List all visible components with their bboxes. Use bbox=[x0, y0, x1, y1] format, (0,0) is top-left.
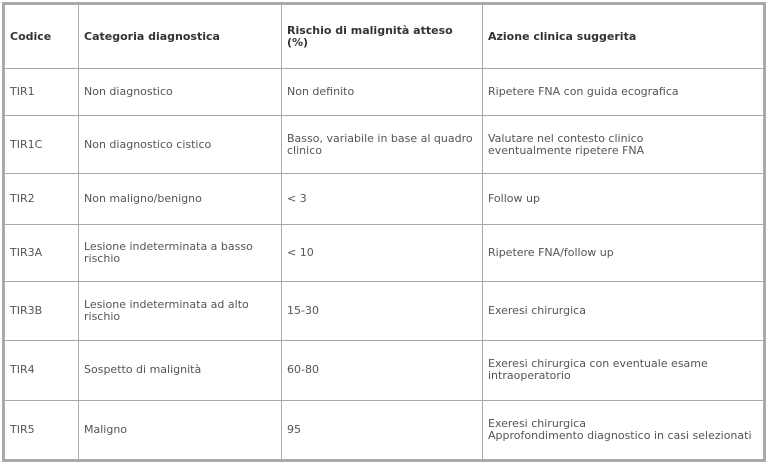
cell-code: TIR4 bbox=[5, 340, 79, 400]
cell-action bbox=[483, 225, 764, 281]
cell-code: TIR3A bbox=[5, 225, 79, 281]
action-line: Ripetere FNA/follow up bbox=[488, 245, 614, 259]
cell-action bbox=[483, 340, 764, 400]
table-row bbox=[5, 174, 764, 225]
table-row bbox=[5, 225, 764, 281]
table-frame bbox=[2, 2, 766, 462]
header-category: Categoria diagnostica bbox=[79, 5, 282, 69]
action-line: Valutare nel contesto clinico bbox=[488, 131, 644, 145]
cell-category: Non diagnostico bbox=[79, 69, 282, 116]
header-action: Azione clinica suggerita bbox=[483, 5, 764, 69]
cell-code: TIR5 bbox=[5, 400, 79, 459]
cell-risk: Non definito bbox=[282, 69, 483, 116]
cell-risk: < 10 bbox=[282, 225, 483, 281]
cell-risk: Basso, variabile in base al quadro clinico bbox=[282, 116, 483, 174]
cell-action bbox=[483, 116, 764, 174]
header-risk: Rischio di malignità atteso (%) bbox=[282, 5, 483, 69]
action-line: Ripetere FNA con guida ecografica bbox=[488, 85, 679, 99]
cell-category: Sospetto di malignità bbox=[79, 340, 282, 400]
cell-code: TIR1 bbox=[5, 69, 79, 116]
table-header-row bbox=[5, 5, 764, 69]
cell-category: Lesione indeterminata ad alto rischio bbox=[79, 281, 282, 340]
cell-category: Lesione indeterminata a basso rischio bbox=[79, 225, 282, 281]
action-line: Follow up bbox=[488, 192, 540, 206]
cell-risk: < 3 bbox=[282, 174, 483, 225]
cell-category: Non diagnostico cistico bbox=[79, 116, 282, 174]
table-row bbox=[5, 400, 764, 459]
cell-code: TIR2 bbox=[5, 174, 79, 225]
action-line: eventualmente ripetere FNA bbox=[488, 143, 645, 157]
cell-code: TIR3B bbox=[5, 281, 79, 340]
cell-code: TIR1C bbox=[5, 116, 79, 174]
action-line: Approfondimento diagnostico in casi selezionati bbox=[488, 428, 752, 442]
cell-action bbox=[483, 69, 764, 116]
cell-action bbox=[483, 174, 764, 225]
table-row bbox=[5, 281, 764, 340]
cell-action bbox=[483, 281, 764, 340]
table-row bbox=[5, 116, 764, 174]
cell-risk: 60-80 bbox=[282, 340, 483, 400]
cell-category: Non maligno/benigno bbox=[79, 174, 282, 225]
action-line: Exeresi chirurgica bbox=[488, 303, 586, 317]
header-code: Codice bbox=[5, 5, 79, 69]
table-row bbox=[5, 340, 764, 400]
cell-risk: 15-30 bbox=[282, 281, 483, 340]
cell-risk: 95 bbox=[282, 400, 483, 459]
cell-action bbox=[483, 400, 764, 459]
action-line: Exeresi chirurgica con eventuale esame intraoperatorio bbox=[488, 357, 708, 383]
cell-category: Maligno bbox=[79, 400, 282, 459]
table-row bbox=[5, 69, 764, 116]
diagnostic-table bbox=[4, 4, 764, 460]
action-line: Exeresi chirurgica bbox=[488, 416, 586, 430]
